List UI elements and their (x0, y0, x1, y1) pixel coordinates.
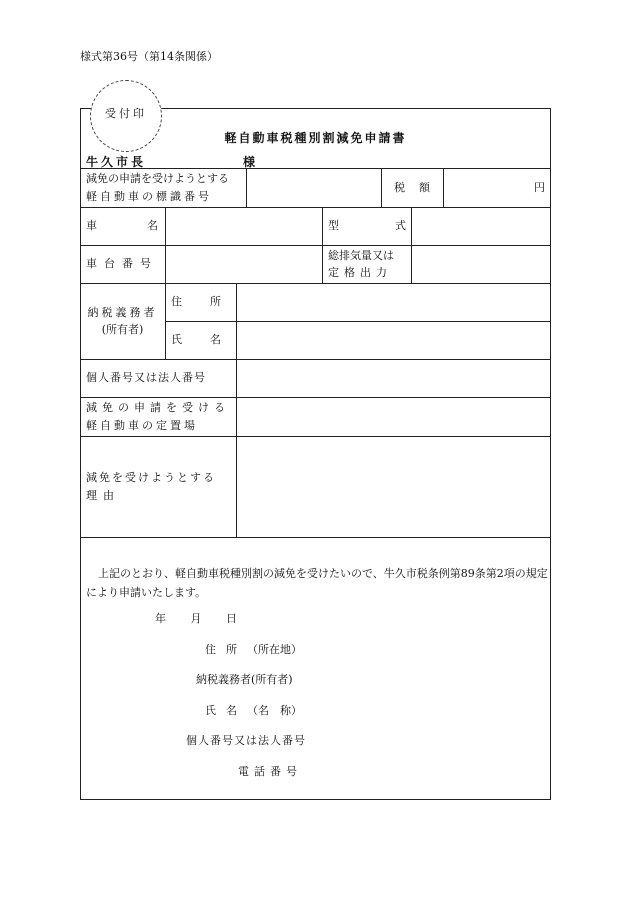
application-statement: 上記のとおり、軽自動車税種別割の減免を受けたいので、牛久市税条例第89条第2項の規定により申請いたします。 (86, 567, 548, 599)
personal-number-field[interactable] (236, 359, 551, 397)
yen-unit: 円 (534, 180, 545, 194)
displacement-label-line2: 定格出力 (328, 266, 392, 279)
displacement-field[interactable] (411, 245, 551, 283)
taxpayer-address-label: 住所 (171, 295, 249, 309)
model-label: 型式 (328, 219, 462, 233)
sig-address-label (205, 641, 237, 657)
storage-place-field[interactable] (236, 397, 551, 436)
personal-number-label: 個人番号又は法人番号 (86, 371, 206, 385)
sig-address-paren: （所在地） (247, 643, 302, 656)
rule (80, 537, 551, 538)
taxpayer-name-label: 氏名 (171, 333, 249, 347)
sig-personal-number-label: 個人番号又は法人番号 (186, 734, 306, 747)
model-field[interactable] (411, 207, 551, 245)
sig-address-b: 所 (226, 643, 237, 656)
sig-address-a: 住 (205, 643, 216, 656)
taxpayer-address-field[interactable] (236, 283, 551, 321)
date-year: 年 (155, 612, 166, 625)
vehicle-name-label: 車名 (86, 219, 208, 233)
reason-label-line2: 理由 (86, 488, 120, 502)
reason-field[interactable] (236, 436, 551, 537)
reason-label-line1: 減免を受けようとする (86, 471, 216, 485)
taxpayer-label (80, 283, 165, 359)
tax-amount-label: 税額 (394, 180, 444, 194)
sig-taxpayer-label: 納税義務者(所有者) (196, 673, 293, 686)
storage-label-line2: 軽自動車の定置場 (86, 418, 198, 432)
sig-phone-label: 電話番号 (238, 765, 302, 778)
tax-amount-field[interactable] (443, 168, 551, 207)
stamp-label: 受付印 (105, 107, 147, 120)
date-month: 月 (190, 612, 202, 625)
taxpayer-name-field[interactable] (236, 321, 551, 359)
chassis-number-field[interactable] (165, 245, 322, 283)
plate-label-line2: 軽自動車の標識番号 (86, 189, 212, 203)
addressee-name: 牛久市長 (86, 155, 147, 169)
form-number: 様式第36号（第14条関係） (80, 50, 218, 63)
plate-number-label (80, 168, 246, 207)
sig-name-b: 名 (226, 704, 237, 717)
plate-label-line1: 減免の申請を受けようとする (86, 172, 229, 186)
displacement-label (322, 245, 411, 283)
sig-name-label (205, 702, 237, 718)
date-day: 日 (226, 612, 237, 625)
form-title: 軽自動車税種別割減免申請書 (224, 131, 407, 145)
reason-label (80, 436, 236, 537)
vehicle-name-field[interactable] (165, 207, 322, 245)
taxpayer-label-sub: (所有者) (101, 323, 144, 336)
storage-place-label (80, 397, 236, 436)
sig-name-a: 氏 (205, 704, 216, 717)
displacement-label-line1: 総排気量又は (328, 248, 394, 262)
storage-label-line1: 減免の申請を受ける (86, 401, 230, 415)
chassis-number-label: 車台番号 (86, 257, 158, 271)
taxpayer-label-main: 納税義務者 (87, 305, 158, 319)
plate-number-field[interactable] (246, 168, 381, 207)
addressee-honorific: 様 (243, 155, 256, 169)
sig-name-paren: （名 称） (247, 704, 302, 717)
application-date (155, 610, 237, 626)
